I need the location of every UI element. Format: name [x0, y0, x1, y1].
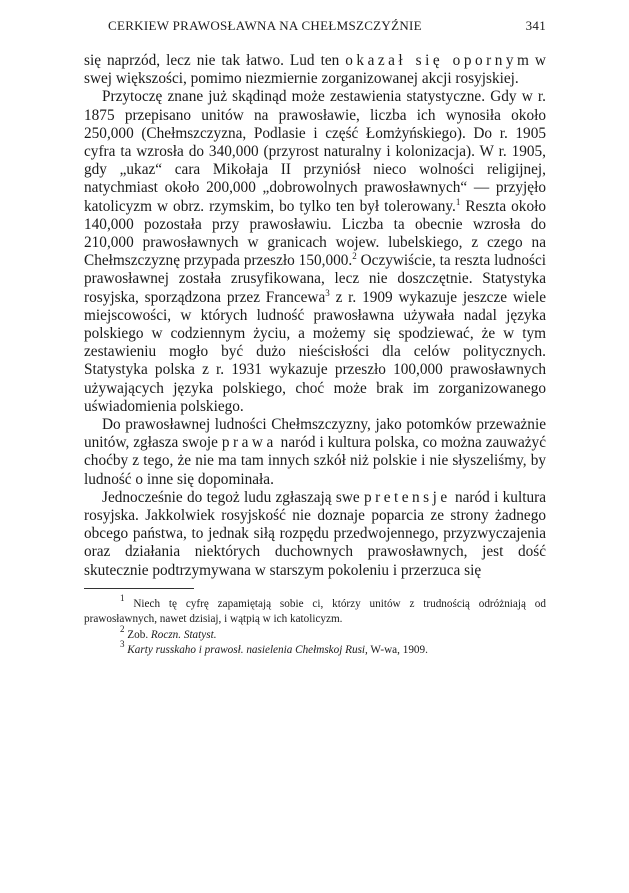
paragraph-2: Przytoczę znane już skądinąd może zestawienia statystyczne. Gdy w r. 1875 przepisano unitów na prawosławie, liczba ich wynosiła około 250,000 (Chełmszczyzna, Podlasie i część Łomżyńskiego). Do r. 1905 cyfra ta wzrosła do 340,000 (przyrost naturalny i kolonizacja). W r. 1905, gdy „ukaz“ cara Mikołaja II przyniósł nieco wolności religijnej, natychmiast około 200,000 „dobrowolnych prawosławnych“ — przyjęło katolicyzm w obrz. rzymskim, bo tylko ten był tolerowany.$^1$ Reszta około 140,000 pozostała przy prawosławiu. Liczba ta obecnie wzrosła do 210,000 prawosławnych w granicach wojew. lubelskiego, z czego na Chełmszczyznę przypada przeszło 150,000.$^2$ Oczywiście, ta reszta ludności prawosławnej została zrusyfikowana, lecz nie doszczętnie. Statystyka rosyjska, sporządzona przez Francewa$^3$ z r. 1909 wykazuje jeszcze wiele miejscowości, w których ludność prawosławna używała nadal języka polskiego w codziennym życiu, a możemy się spodziewać, że w tym zestawieniu mogło być dużo nieścisłości dla celów politycznych. Statystyka polska z r. 1931 wykazuje przeszło 100,000 prawosławnych używających języka polskiego, choć może brak im zorganizowanego uświadomienia polskiego. [84, 88, 546, 415]
emphasis-spaced: pretensje [363, 488, 451, 506]
footnote-2: $^2$ Zob. Roczn. Statyst. [120, 623, 217, 641]
footnote-divider [84, 588, 194, 589]
emphasis-spaced: okazał się oporny [345, 52, 518, 69]
footnote-ref-3[interactable]: 3 [325, 287, 330, 298]
footnote-3: $^3$ Karty russkaho i prawosł. nasielenia Chełmskoj Rusi, W-wa, 1909. [120, 639, 428, 657]
paragraph-3: Do prawosławnej ludności Chełmszczyzny, jako potomków przeważnie unitów, zgłasza swoje prawa naród i kultura polska, co można zauważyć choćby z tego, że nie ma tam innych szkół niż polskie i nie słyszeliśmy, by ludność o inne się dopominała. [84, 416, 546, 488]
running-title: CERKIEW PRAWOSŁAWNA NA CHEŁMSZCZYŹNIE [108, 18, 422, 33]
page-number: 341 [525, 18, 546, 33]
document-page [84, 18, 546, 659]
emphasis-spaced: prawa [221, 434, 277, 452]
body-text [84, 52, 546, 580]
footnote-1: $^1$ Niech tę cyfrę zapamiętają sobie ci, którzy unitów z trudnością odróżniają od prawosławnych, nawet dzisiaj, i wątpią w ich katolicyzm. [84, 592, 546, 626]
page-header [84, 18, 546, 34]
footnote-ref-1[interactable]: 1 [455, 196, 461, 207]
footnote-ref-2[interactable]: 2 [352, 251, 357, 262]
paragraph-4: Jednocześnie do tegoż ludu zgłaszają swe pretensje naród i kultura rosyjska. Jakkolwiek rosyjskość nie doznaje poparcia ze strony żadnego obcego państwa, to jednak siłą rozpędu przedwojennego, przyzwyczajenia oraz działania niektórych duchownych prawosławnych, jest dość skutecznie podtrzymywana w starszym pokoleniu i przerzuca się [84, 488, 546, 579]
footnotes [84, 592, 546, 659]
paragraph-1: się naprzód, lecz nie tak łatwo. Lud ten okazał się opornym w swej większości, pomimo niezmiernie zorganizowanej akcji rosyjskiej. [84, 52, 546, 88]
